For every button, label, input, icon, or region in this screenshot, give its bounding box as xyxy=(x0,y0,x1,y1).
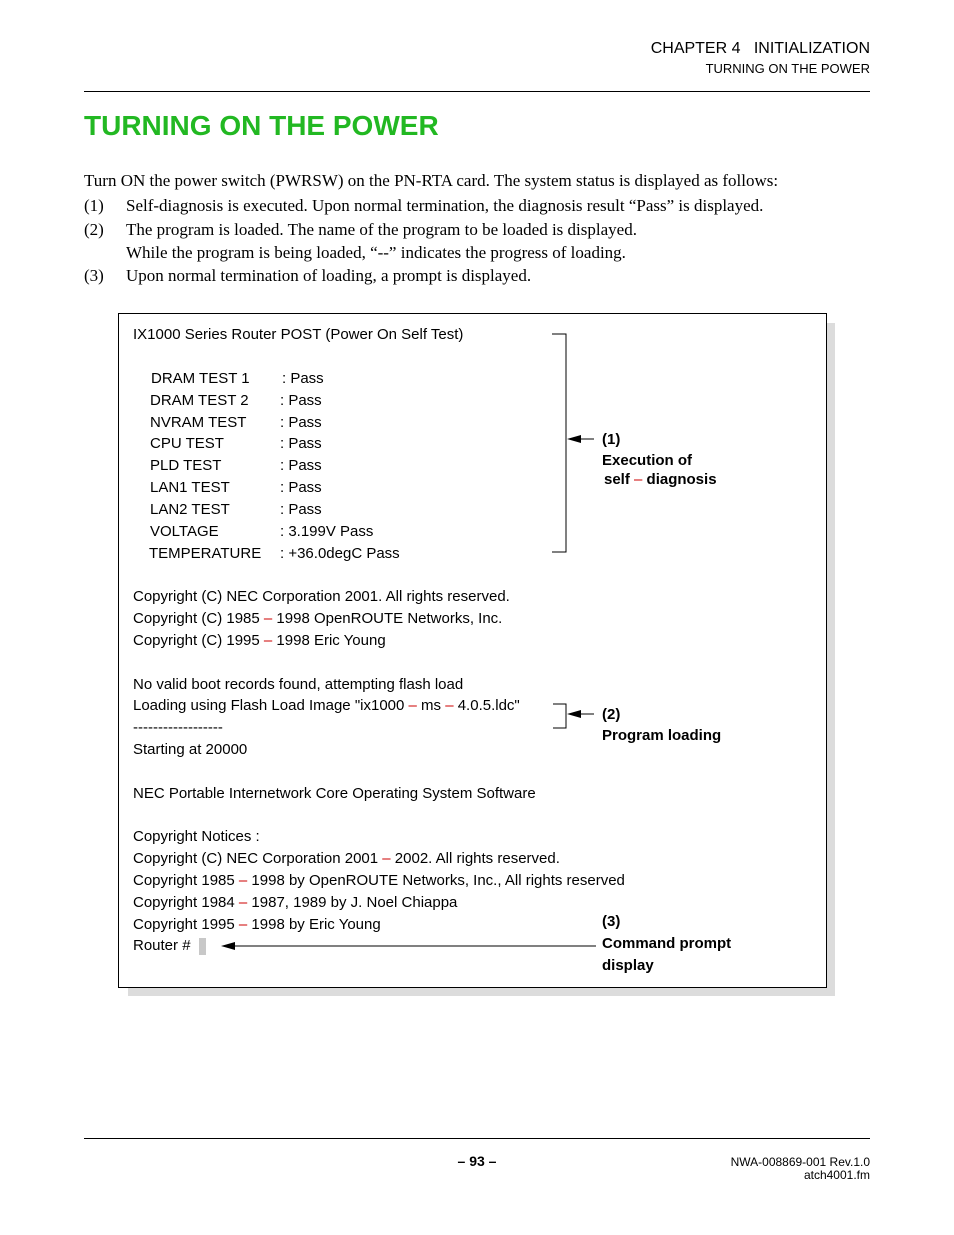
test-name: LAN2 TEST xyxy=(150,501,230,518)
annotation-1-label-continued: self – diagnosis xyxy=(604,471,717,488)
test-name: CPU TEST xyxy=(150,435,224,452)
bracket-2 xyxy=(553,704,566,728)
annotation-1-label: Execution of xyxy=(602,452,693,469)
annotation-3-number: (3) xyxy=(602,913,621,930)
test-result: : +36.0degC Pass xyxy=(280,545,400,562)
notice-line: Copyright 1985 – 1998 by OpenROUTE Networks, Inc., All rights reserved xyxy=(133,872,625,889)
copyright-line: Copyright (C) 1985 – 1998 OpenROUTE Networks, Inc. xyxy=(133,610,503,627)
step-1-text: Self-diagnosis is executed. Upon normal termination, the diagnosis result “Pass” is displayed. xyxy=(126,196,764,215)
notice-line: Copyright 1984 – 1987, 1989 by J. Noel Chiappa xyxy=(133,894,458,911)
annotation-3-label-continued: display xyxy=(602,957,654,974)
annotation-2-number: (2) xyxy=(602,706,621,723)
annotation-3-label: Command prompt xyxy=(602,935,732,952)
notice-line: Copyright 1995 – 1998 by Eric Young xyxy=(133,916,381,933)
test-result: : Pass xyxy=(282,370,324,387)
arrow-3-head xyxy=(221,942,235,950)
step-3-text: Upon normal termination of loading, a prompt is displayed. xyxy=(126,266,532,285)
test-result: : Pass xyxy=(280,501,322,518)
loading-message: Loading using Flash Load Image "ix1000 – ms – 4.0.5.ldc" xyxy=(133,697,520,714)
copyright-line: Copyright (C) 1995 – 1998 Eric Young xyxy=(133,632,386,649)
boot-message: No valid boot records found, attempting flash load xyxy=(133,676,464,693)
step-2-text-continued: While the program is being loaded, “--” indicates the progress of loading. xyxy=(126,243,626,262)
step-2-number: (2) xyxy=(84,220,104,239)
test-name: DRAM TEST 1 xyxy=(151,370,250,387)
annotation-2-label: Program loading xyxy=(602,727,722,744)
footer-rule xyxy=(84,1138,870,1139)
step-2-text: The program is loaded. The name of the program to be loaded is displayed. xyxy=(126,220,637,239)
chapter-heading: CHAPTER 4 INITIALIZATION xyxy=(650,40,870,57)
test-result: : Pass xyxy=(280,479,322,496)
test-result: : Pass xyxy=(280,414,322,431)
document-id: NWA-008869-001 Rev.1.0 xyxy=(730,1155,870,1169)
test-result: : Pass xyxy=(280,457,322,474)
page-title: TURNING ON THE POWER xyxy=(84,110,439,141)
step-1-number: (1) xyxy=(84,196,104,215)
test-result: : Pass xyxy=(280,435,322,452)
annotation-1-number: (1) xyxy=(602,431,621,448)
test-name: LAN1 TEST xyxy=(150,479,230,496)
post-title: IX1000 Series Router POST (Power On Self Test) xyxy=(133,326,464,343)
file-name: atch4001.fm xyxy=(803,1168,870,1182)
os-name: NEC Portable Internetwork Core Operating System Software xyxy=(133,785,536,802)
loading-progress: ------------------ xyxy=(133,719,223,736)
starting-message: Starting at 20000 xyxy=(133,741,248,758)
notices-title: Copyright Notices : xyxy=(133,828,260,845)
section-heading: TURNING ON THE POWER xyxy=(705,61,870,76)
test-name: DRAM TEST 2 xyxy=(150,392,249,409)
test-name: VOLTAGE xyxy=(150,523,219,540)
copyright-line: Copyright (C) NEC Corporation 2001. All rights reserved. xyxy=(133,588,510,605)
test-name: TEMPERATURE xyxy=(149,545,262,562)
router-prompt: Router # xyxy=(133,937,191,954)
test-name: NVRAM TEST xyxy=(150,414,247,431)
notice-line: Copyright (C) NEC Corporation 2001 – 2002. All rights reserved. xyxy=(133,850,560,867)
test-result: : Pass xyxy=(280,392,322,409)
bracket-1 xyxy=(552,334,566,552)
intro-text: Turn ON the power switch (PWRSW) on the PN-RTA card. The system status is displayed as follows: xyxy=(84,171,779,190)
page-number: – 93 – xyxy=(457,1153,497,1169)
arrow-2-head xyxy=(567,710,581,718)
test-name: PLD TEST xyxy=(150,457,222,474)
step-3-number: (3) xyxy=(84,266,104,285)
arrow-1-head xyxy=(567,435,581,443)
test-result: : 3.199V Pass xyxy=(280,523,374,540)
